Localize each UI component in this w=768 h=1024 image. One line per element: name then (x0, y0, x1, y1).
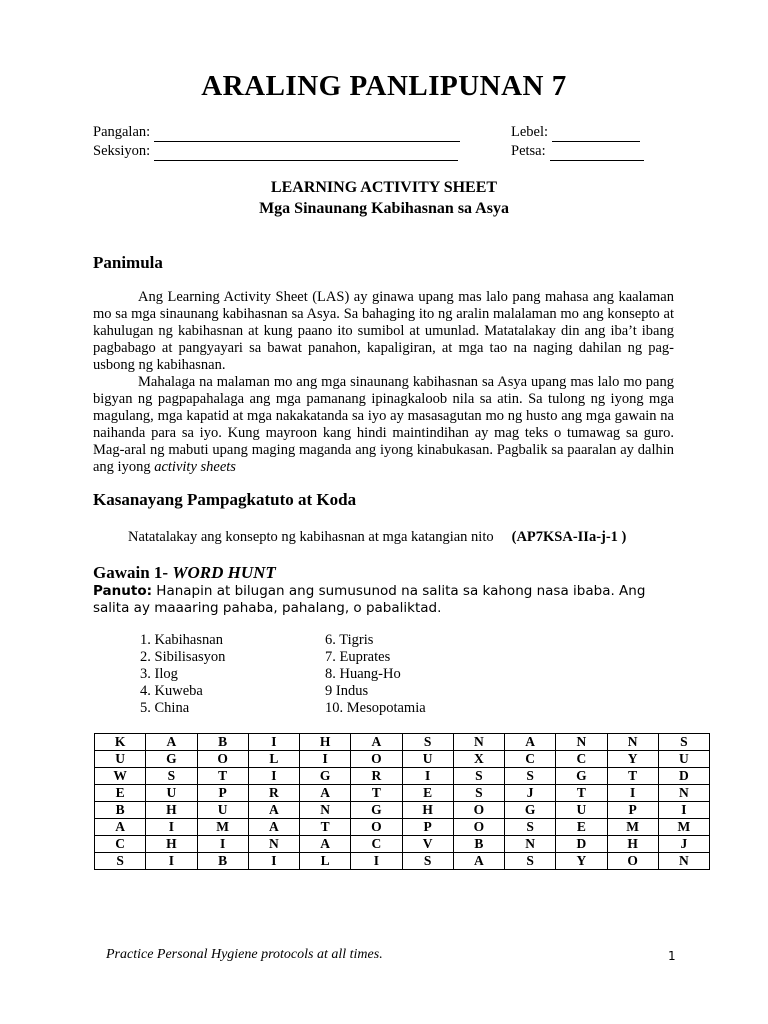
grid-cell[interactable]: O (351, 751, 402, 768)
grid-cell[interactable]: W (95, 768, 146, 785)
grid-cell[interactable]: C (351, 836, 402, 853)
grid-cell[interactable]: P (402, 819, 453, 836)
grid-cell[interactable]: L (248, 751, 299, 768)
grid-cell[interactable]: S (402, 734, 453, 751)
grid-cell[interactable]: X (453, 751, 504, 768)
grid-cell[interactable]: A (351, 734, 402, 751)
grid-cell[interactable]: P (607, 802, 658, 819)
grid-cell[interactable]: O (453, 802, 504, 819)
grid-cell[interactable]: M (197, 819, 248, 836)
grid-row (95, 751, 710, 768)
grid-cell[interactable]: H (607, 836, 658, 853)
grid-cell[interactable]: N (505, 836, 556, 853)
grid-cell[interactable]: J (658, 836, 709, 853)
grid-cell[interactable]: G (146, 751, 197, 768)
grid-cell[interactable]: D (556, 836, 607, 853)
grid-cell[interactable]: A (453, 853, 504, 870)
grid-cell[interactable]: H (146, 802, 197, 819)
grid-cell[interactable]: N (300, 802, 351, 819)
grid-cell[interactable]: C (505, 751, 556, 768)
panimula-paragraph-1: Ang Learning Activity Sheet (LAS) ay ginawa upang mas lalo pang mahasa ang kaalaman mo sa mga sinaunang kabihasnan sa Asya. Sa bahaging ito ng aralin malalaman mo ang konsepto at kahulugan ng kabihasnan at kung paano ito sumibol at umunlad. Matatalakay din ang iba’t ibang pagbabago at pangyayari sa bawat panahon, kapaligiran, at mga tao na naging dahilan ng pag-usbong ng kabihasnan. (93, 289, 674, 373)
grid-cell[interactable]: I (248, 853, 299, 870)
panimula-paragraph-2 (93, 374, 674, 476)
kasanayan-competency: Natatalakay ang konsepto ng kabihasnan at mga katangian nito (128, 529, 494, 545)
grid-cell[interactable]: N (658, 785, 709, 802)
grid-cell[interactable]: S (505, 819, 556, 836)
grid-cell[interactable]: Y (607, 751, 658, 768)
grid-cell[interactable]: H (300, 734, 351, 751)
grid-cell[interactable]: O (607, 853, 658, 870)
grid-cell[interactable]: P (197, 785, 248, 802)
grid-cell[interactable]: B (197, 853, 248, 870)
grid-cell[interactable]: R (351, 768, 402, 785)
grid-cell[interactable]: T (351, 785, 402, 802)
page-title: ARALING PANLIPUNAN 7 (201, 70, 567, 102)
grid-cell[interactable]: T (607, 768, 658, 785)
grid-cell[interactable]: G (351, 802, 402, 819)
grid-cell[interactable]: S (658, 734, 709, 751)
grid-cell[interactable]: O (453, 819, 504, 836)
grid-cell[interactable]: O (197, 751, 248, 768)
gawain-heading-prefix: Gawain 1- (93, 563, 173, 582)
panuto-text: Hanapin at bilugan ang sumusunod na salita sa kahong nasa ibaba. Ang salita ay maaaring pahaba, pahalang, o pabaliktad. (93, 583, 646, 616)
grid-cell[interactable]: I (248, 734, 299, 751)
seksiyon-label: Seksiyon: (93, 143, 151, 159)
footer-note: Practice Personal Hygiene protocols at all times. (106, 947, 383, 962)
grid-cell[interactable]: N (248, 836, 299, 853)
grid-cell[interactable]: G (505, 802, 556, 819)
kasanayan-heading: Kasanayang Pampagkatuto at Koda (93, 490, 357, 509)
grid-cell[interactable]: A (146, 734, 197, 751)
word-hunt-grid-wrapper (94, 733, 710, 870)
grid-cell[interactable]: G (300, 768, 351, 785)
grid-cell[interactable]: E (556, 819, 607, 836)
seksiyon-input-line[interactable] (154, 147, 458, 161)
grid-cell[interactable]: A (248, 819, 299, 836)
grid-row (95, 819, 710, 836)
grid-cell[interactable]: U (95, 751, 146, 768)
grid-cell[interactable]: U (658, 751, 709, 768)
grid-cell[interactable]: S (402, 853, 453, 870)
grid-cell[interactable]: I (402, 768, 453, 785)
grid-cell[interactable]: S (453, 785, 504, 802)
panimula-body (93, 289, 674, 476)
grid-cell[interactable]: M (607, 819, 658, 836)
grid-cell[interactable]: O (351, 819, 402, 836)
grid-cell[interactable]: N (607, 734, 658, 751)
grid-cell[interactable]: I (146, 819, 197, 836)
lebel-field (511, 123, 640, 142)
grid-row (95, 734, 710, 751)
grid-cell[interactable]: U (197, 802, 248, 819)
grid-cell[interactable]: U (402, 751, 453, 768)
grid-cell[interactable]: B (95, 802, 146, 819)
sheet-heading: LEARNING ACTIVITY SHEET (270, 179, 498, 196)
list-item: 3. Ilog (140, 666, 178, 682)
word-list-right (325, 632, 426, 717)
grid-cell[interactable]: I (197, 836, 248, 853)
grid-cell[interactable]: B (453, 836, 504, 853)
grid-cell[interactable]: S (505, 853, 556, 870)
grid-cell[interactable]: Y (556, 853, 607, 870)
petsa-input-line[interactable] (550, 147, 644, 161)
list-item: 4. Kuweba (140, 683, 203, 699)
grid-cell[interactable]: N (556, 734, 607, 751)
grid-cell[interactable]: N (453, 734, 504, 751)
grid-cell[interactable]: A (300, 785, 351, 802)
grid-cell[interactable]: I (146, 853, 197, 870)
grid-cell[interactable]: I (658, 802, 709, 819)
grid-cell[interactable]: R (248, 785, 299, 802)
kasanayan-text (128, 529, 626, 546)
grid-cell[interactable]: S (453, 768, 504, 785)
lebel-label: Lebel: (511, 124, 549, 140)
grid-cell[interactable]: A (505, 734, 556, 751)
grid-cell[interactable]: E (402, 785, 453, 802)
grid-row (95, 853, 710, 870)
grid-cell[interactable]: J (505, 785, 556, 802)
grid-cell[interactable]: A (248, 802, 299, 819)
panimula-heading: Panimula (93, 253, 163, 272)
grid-row (95, 785, 710, 802)
grid-cell[interactable]: L (300, 853, 351, 870)
panuto (93, 583, 683, 616)
grid-cell[interactable]: I (351, 853, 402, 870)
panuto-label: Panuto: (93, 583, 152, 599)
list-item: 7. Euprates (325, 649, 391, 665)
grid-row (95, 768, 710, 785)
gawain-heading (93, 563, 276, 583)
panimula-paragraph-2-text: Mahalaga na malaman mo ang mga sinaunang kabihasnan sa Asya upang mas lalo mo pang bigyan ng pagpapahalaga ang mga pamanang ipinagkaloob nila sa atin. Sa tulong ng iyong mga magulang, mga kapatid at mga nakakatanda sa iyo ay masasagutan mo ng husto ang mga gawain na naihanda para sa iyo. Kung mayroon kang hindi maintindihan ay mag teks o tumawag sa guro. Mag-aral ng mabuti upang maging maganda ang iyong kinabukasan. Pagbalik sa paaralan ay dalhin ang iyong (93, 374, 674, 475)
grid-cell[interactable]: S (505, 768, 556, 785)
list-item: 9 Indus (325, 683, 369, 699)
gawain-heading-title: WORD HUNT (172, 563, 276, 582)
page-number: 1 (668, 949, 676, 963)
seksiyon-field (93, 142, 458, 161)
grid-cell[interactable]: U (146, 785, 197, 802)
lebel-input-line[interactable] (552, 128, 640, 142)
list-item: 5. China (140, 700, 190, 716)
grid-cell[interactable]: C (556, 751, 607, 768)
grid-cell[interactable]: K (95, 734, 146, 751)
grid-cell[interactable]: G (556, 768, 607, 785)
word-hunt-grid (94, 733, 710, 870)
grid-cell[interactable]: M (658, 819, 709, 836)
grid-cell[interactable]: I (248, 768, 299, 785)
grid-row (95, 836, 710, 853)
kasanayan-code: (AP7KSA-IIa-j-1 ) (511, 529, 627, 545)
grid-cell[interactable]: S (146, 768, 197, 785)
grid-cell[interactable]: H (402, 802, 453, 819)
grid-cell[interactable]: T (197, 768, 248, 785)
grid-cell[interactable]: B (197, 734, 248, 751)
list-item: 6. Tigris (325, 632, 374, 648)
grid-cell[interactable]: C (95, 836, 146, 853)
sheet-subheading: Mga Sinaunang Kabihasnan sa Asya (259, 200, 509, 217)
grid-cell[interactable]: I (607, 785, 658, 802)
word-list-left (140, 632, 225, 717)
grid-cell[interactable]: T (556, 785, 607, 802)
list-item: 10. Mesopotamia (325, 700, 426, 716)
grid-cell[interactable]: D (658, 768, 709, 785)
pangalan-field (93, 123, 460, 142)
grid-cell[interactable]: A (300, 836, 351, 853)
list-item: 8. Huang-Ho (325, 666, 401, 682)
grid-cell[interactable]: V (402, 836, 453, 853)
grid-cell[interactable]: S (95, 853, 146, 870)
list-item: 1. Kabihasnan (140, 632, 223, 648)
activity-sheets-text: activity sheets (154, 459, 236, 475)
grid-cell[interactable]: H (146, 836, 197, 853)
grid-cell[interactable]: A (95, 819, 146, 836)
petsa-field (511, 142, 644, 161)
grid-cell[interactable]: T (300, 819, 351, 836)
list-item: 2. Sibilisasyon (140, 649, 226, 665)
grid-row (95, 802, 710, 819)
petsa-label: Petsa: (511, 143, 546, 159)
grid-cell[interactable]: U (556, 802, 607, 819)
grid-cell[interactable]: I (300, 751, 351, 768)
grid-cell[interactable]: E (95, 785, 146, 802)
grid-cell[interactable]: N (658, 853, 709, 870)
pangalan-label: Pangalan: (93, 124, 151, 140)
pangalan-input-line[interactable] (154, 128, 460, 142)
